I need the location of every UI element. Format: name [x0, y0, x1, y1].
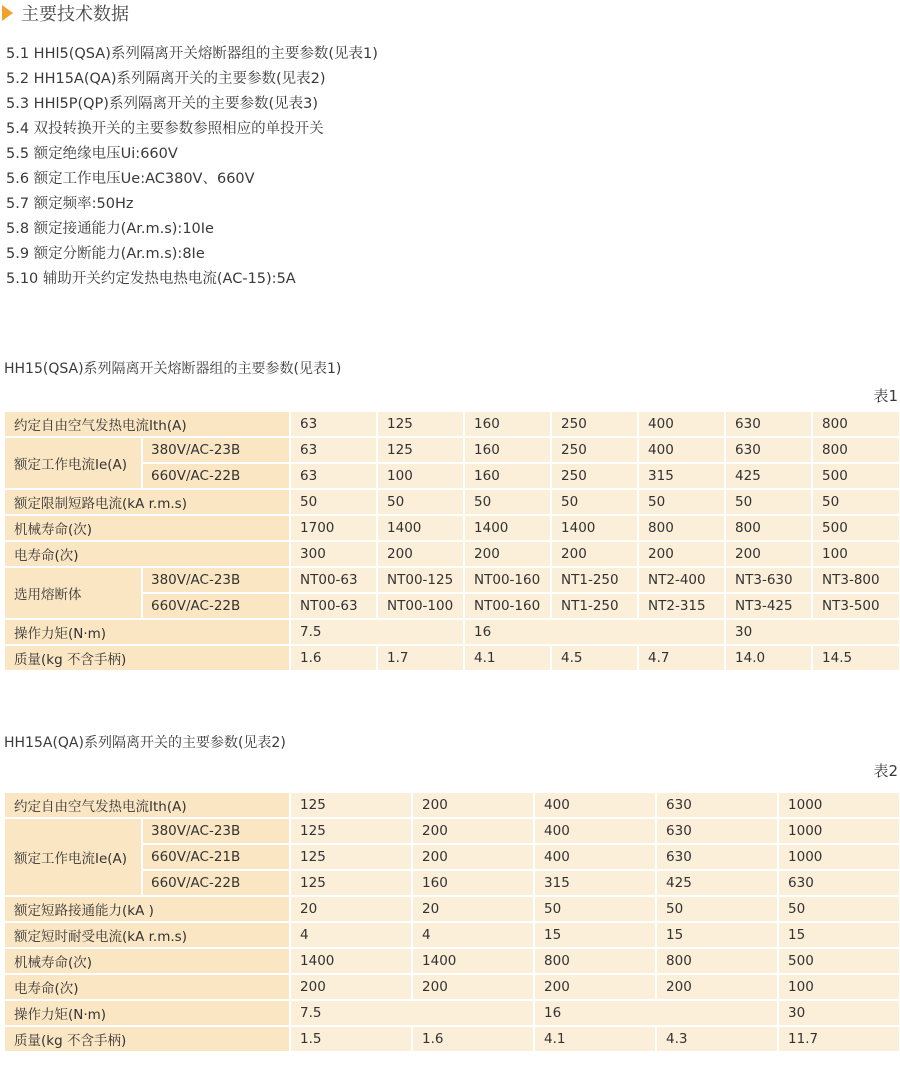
cell: 1.5: [290, 1026, 412, 1052]
param-item: 5.6 额定工作电压Ue:AC380V、660V: [6, 171, 255, 187]
cell: NT1-250: [551, 567, 638, 593]
cell: 30: [725, 619, 900, 645]
cell: 200: [412, 792, 534, 818]
cell: 1.6: [412, 1026, 534, 1052]
row-label: 额定短路接通能力(kA ): [4, 896, 290, 922]
cell: 425: [725, 463, 812, 489]
param-item: 5.10 辅助开关约定发热电热电流(AC-15):5A: [6, 271, 296, 287]
cell: 200: [464, 541, 551, 567]
cell: NT3-800: [812, 567, 900, 593]
cell: 500: [812, 463, 900, 489]
parameter-list: [6, 42, 378, 292]
cell: NT00-160: [464, 567, 551, 593]
param-item: 5.2 HH15A(QA)系列隔离开关的主要参数(见表2): [6, 71, 326, 87]
cell: NT00-160: [464, 593, 551, 619]
row-label: 电寿命(次): [4, 974, 290, 1000]
row-label: 质量(kg 不含手柄): [4, 1026, 290, 1052]
table1-number: 表1: [873, 387, 898, 405]
sub-label: 380V/AC-23B: [142, 437, 290, 463]
cell: NT00-125: [377, 567, 464, 593]
cell: 4.3: [656, 1026, 778, 1052]
table-row: [4, 541, 900, 567]
cell: 1000: [778, 844, 900, 870]
section-heading: [2, 0, 129, 26]
row-label: 机械寿命(次): [4, 515, 290, 541]
cell: 400: [534, 818, 656, 844]
cell: 250: [551, 437, 638, 463]
cell: NT00-100: [377, 593, 464, 619]
cell: 315: [638, 463, 725, 489]
table-row: [4, 896, 900, 922]
param-item: 5.4 双投转换开关的主要参数参照相应的单投开关: [6, 121, 324, 137]
cell: 50: [534, 896, 656, 922]
cell: 200: [551, 541, 638, 567]
cell: 160: [412, 870, 534, 896]
cell: 14.0: [725, 645, 812, 671]
table-row: [4, 922, 900, 948]
cell: 63: [290, 411, 377, 437]
row-label: 机械寿命(次): [4, 948, 290, 974]
cell: 1400: [377, 515, 464, 541]
cell: 1400: [290, 948, 412, 974]
table-row: [4, 619, 900, 645]
table-row: [4, 948, 900, 974]
cell: 630: [778, 870, 900, 896]
cell: NT3-425: [725, 593, 812, 619]
row-label: 额定短时耐受电流(kA r.m.s): [4, 922, 290, 948]
cell: 100: [377, 463, 464, 489]
row-label: 质量(kg 不含手柄): [4, 645, 290, 671]
row-label: 额定工作电流Ie(A): [4, 437, 142, 489]
cell: 50: [551, 489, 638, 515]
cell: 800: [812, 437, 900, 463]
cell: 7.5: [290, 619, 464, 645]
param-item: 5.9 额定分断能力(Ar.m.s):8Ie: [6, 246, 205, 262]
cell: 1000: [778, 792, 900, 818]
cell: 160: [464, 437, 551, 463]
row-label: 电寿命(次): [4, 541, 290, 567]
cell: 400: [534, 792, 656, 818]
cell: 50: [778, 896, 900, 922]
cell: 800: [534, 948, 656, 974]
cell: 200: [290, 974, 412, 1000]
cell: 15: [656, 922, 778, 948]
table-row: [4, 489, 900, 515]
cell: 630: [656, 792, 778, 818]
cell: 30: [778, 1000, 900, 1026]
cell: NT2-400: [638, 567, 725, 593]
cell: NT00-63: [290, 593, 377, 619]
sub-label: 660V/AC-21B: [142, 844, 290, 870]
cell: 160: [464, 463, 551, 489]
row-label: 约定自由空气发热电流Ith(A): [4, 792, 290, 818]
table1-caption: HH15(QSA)系列隔离开关熔断器组的主要参数(见表1): [4, 361, 342, 377]
cell: 100: [778, 974, 900, 1000]
cell: 200: [656, 974, 778, 1000]
cell: 63: [290, 463, 377, 489]
cell: 1400: [464, 515, 551, 541]
cell: 200: [638, 541, 725, 567]
cell: 125: [290, 870, 412, 896]
cell: 4: [290, 922, 412, 948]
cell: 15: [534, 922, 656, 948]
table1: [3, 410, 900, 672]
cell: NT3-630: [725, 567, 812, 593]
row-label: 选用熔断体: [4, 567, 142, 619]
cell: 7.5: [290, 1000, 534, 1026]
cell: 200: [412, 844, 534, 870]
cell: 15: [778, 922, 900, 948]
triangle-bullet-icon: [2, 5, 13, 21]
cell: 50: [464, 489, 551, 515]
param-item: 5.8 额定接通能力(Ar.m.s):10Ie: [6, 221, 214, 237]
table2-number: 表2: [873, 762, 898, 780]
param-item: 5.5 额定绝缘电压Ui:660V: [6, 146, 178, 162]
cell: 200: [725, 541, 812, 567]
cell: 1400: [412, 948, 534, 974]
cell: 20: [412, 896, 534, 922]
table-row: [4, 437, 900, 463]
sub-label: 660V/AC-22B: [142, 463, 290, 489]
cell: 400: [534, 844, 656, 870]
cell: 500: [812, 515, 900, 541]
cell: 125: [377, 411, 464, 437]
cell: 800: [725, 515, 812, 541]
cell: 16: [534, 1000, 778, 1026]
section-title: 主要技术数据: [21, 4, 129, 25]
row-label: 操作力矩(N·m): [4, 1000, 290, 1026]
cell: 125: [290, 844, 412, 870]
cell: 63: [290, 437, 377, 463]
table-row: [4, 974, 900, 1000]
cell: 200: [377, 541, 464, 567]
cell: 4.5: [551, 645, 638, 671]
sub-label: 380V/AC-23B: [142, 567, 290, 593]
cell: NT00-63: [290, 567, 377, 593]
cell: 250: [551, 411, 638, 437]
cell: 800: [638, 515, 725, 541]
cell: 250: [551, 463, 638, 489]
cell: 630: [725, 437, 812, 463]
cell: 400: [638, 411, 725, 437]
cell: 4: [412, 922, 534, 948]
cell: 14.5: [812, 645, 900, 671]
cell: NT2-315: [638, 593, 725, 619]
cell: 1.6: [290, 645, 377, 671]
sub-label: 380V/AC-23B: [142, 818, 290, 844]
table-row: [4, 411, 900, 437]
sub-label: 660V/AC-22B: [142, 593, 290, 619]
cell: NT1-250: [551, 593, 638, 619]
cell: 125: [290, 818, 412, 844]
cell: 125: [377, 437, 464, 463]
cell: 800: [656, 948, 778, 974]
param-item: 5.7 额定频率:50Hz: [6, 196, 134, 212]
row-label: 约定自由空气发热电流Ith(A): [4, 411, 290, 437]
cell: 50: [812, 489, 900, 515]
cell: 50: [638, 489, 725, 515]
cell: 300: [290, 541, 377, 567]
cell: 4.7: [638, 645, 725, 671]
cell: 1.7: [377, 645, 464, 671]
table-row: [4, 818, 900, 844]
cell: NT3-500: [812, 593, 900, 619]
table-row: [4, 1000, 900, 1026]
cell: 4.1: [464, 645, 551, 671]
cell: 200: [534, 974, 656, 1000]
cell: 425: [656, 870, 778, 896]
cell: 50: [656, 896, 778, 922]
cell: 16: [464, 619, 725, 645]
cell: 50: [725, 489, 812, 515]
cell: 100: [812, 541, 900, 567]
row-label: 额定工作电流Ie(A): [4, 818, 142, 896]
cell: 50: [377, 489, 464, 515]
table2-caption: HH15A(QA)系列隔离开关的主要参数(见表2): [4, 735, 286, 751]
cell: 50: [290, 489, 377, 515]
cell: 500: [778, 948, 900, 974]
cell: 630: [656, 844, 778, 870]
cell: 400: [638, 437, 725, 463]
table-row: [4, 567, 900, 593]
table-row: [4, 645, 900, 671]
row-label: 额定限制短路电流(kA r.m.s): [4, 489, 290, 515]
cell: 1400: [551, 515, 638, 541]
cell: 200: [412, 974, 534, 1000]
row-label: 操作力矩(N·m): [4, 619, 290, 645]
cell: 20: [290, 896, 412, 922]
cell: 160: [464, 411, 551, 437]
param-item: 5.3 HHl5P(QP)系列隔离开关的主要参数(见表3): [6, 96, 318, 112]
sub-label: 660V/AC-22B: [142, 870, 290, 896]
cell: 315: [534, 870, 656, 896]
cell: 1700: [290, 515, 377, 541]
cell: 800: [812, 411, 900, 437]
table-row: [4, 1026, 900, 1052]
table-row: [4, 792, 900, 818]
cell: 200: [412, 818, 534, 844]
cell: 4.1: [534, 1026, 656, 1052]
cell: 125: [290, 792, 412, 818]
cell: 1000: [778, 818, 900, 844]
table-row: [4, 515, 900, 541]
cell: 630: [725, 411, 812, 437]
cell: 630: [656, 818, 778, 844]
cell: 11.7: [778, 1026, 900, 1052]
table2: [3, 791, 900, 1053]
param-item: 5.1 HHl5(QSA)系列隔离开关熔断器组的主要参数(见表1): [6, 46, 378, 62]
